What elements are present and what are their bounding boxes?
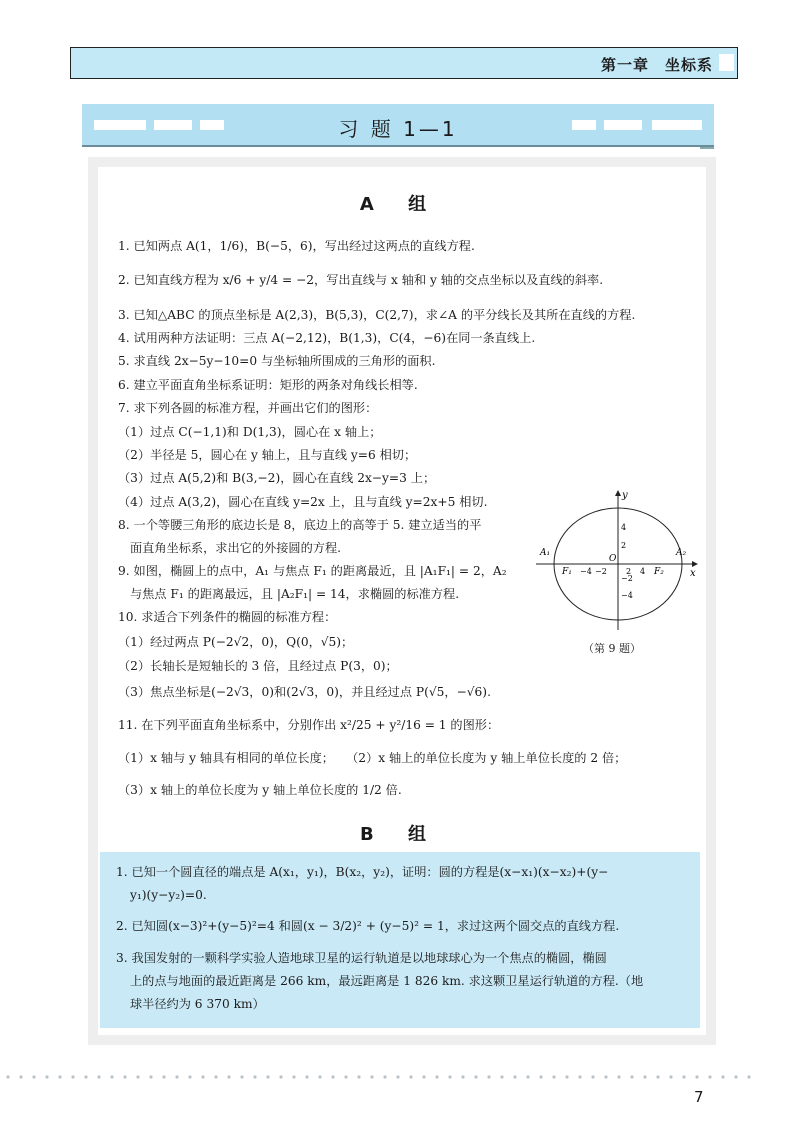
footer-dot [175,1075,178,1078]
footer-dot [435,1075,438,1078]
footer-dot [461,1075,464,1078]
footer-dot [513,1075,516,1078]
footer-dot [721,1075,724,1078]
a-line-11-3: （3）x 轴上的单位长度为 y 轴上单位长度的 1/2 倍. [118,783,402,797]
a-line-7-4: （4）过点 A(3,2)，圆心在直线 y=2x 上，且与直线 y=2x+5 相切. [118,495,488,509]
footer-dot [383,1075,386,1078]
footer-dot [630,1075,633,1078]
a-line-7-2: （2）半径是 5，圆心在 y 轴上，且与直线 y=6 相切； [118,448,417,462]
footer-dot [292,1075,295,1078]
footer-dot [448,1075,451,1078]
ellipse-figure [530,488,700,633]
footer-dot [123,1075,126,1078]
group-b-title: B 组 [360,824,440,845]
header-square [719,54,734,71]
footer-dot [318,1075,321,1078]
x-tick-label: 2 [626,567,632,576]
chapter-title: 第一章 坐标系 [600,56,713,74]
footer-dot [500,1075,503,1078]
a-line-2: 2. 已知直线方程为 x/6 + y/4 = −2，写出直线与 x 轴和 y 轴的交点坐标以及直线的斜率. [118,273,604,287]
b-line-3-cont: 上的点与地面的最近距离是 266 km，最远距离是 1 826 km. 求这颗卫星运行轨道的方程.（地 [130,974,644,988]
x-tick-label: −2 [595,567,607,576]
footer-dot [58,1075,61,1078]
footer-dot [539,1075,542,1078]
footer-dot [331,1075,334,1078]
y-axis-arrow [615,490,621,496]
x-tick-label: 4 [640,567,646,576]
y-tick-label: 2 [621,541,627,550]
point-label-a1: A₁ [540,548,551,558]
footer-dot [474,1075,477,1078]
footer-dot-rule [0,1074,760,1080]
title-decor [652,120,702,130]
a-line-8: 8. 一个等腰三角形的底边长是 8，底边上的高等于 5. 建立适当的平 [118,518,482,532]
footer-dot [734,1075,737,1078]
footer-dot [578,1075,581,1078]
a-line-8-cont: 面直角坐标系，求出它的外接圆的方程. [130,541,342,555]
axis-y-label: y [622,490,628,501]
figure-caption: （第 9 题） [583,642,641,655]
exercise-title-bar [82,104,714,147]
point-label-a2: A₂ [676,548,687,558]
chapter-header [70,47,738,79]
footer-dot [409,1075,412,1078]
footer-dot [188,1075,191,1078]
footer-dot [305,1075,308,1078]
y-tick-label: −4 [621,591,633,600]
footer-dot [240,1075,243,1078]
exercise-title: 习 题 1—1 [338,117,458,141]
footer-dot [396,1075,399,1078]
footer-dot [695,1075,698,1078]
y-tick-label: 4 [621,523,627,532]
footer-dot [370,1075,373,1078]
title-decor [604,120,642,130]
a-line-7: 7. 求下列各圆的标准方程，并画出它们的图形： [118,401,378,415]
footer-dot [84,1075,87,1078]
b-line-3: 3. 我国发射的一颗科学实验人造地球卫星的运行轨道是以地球球心为一个焦点的椭圆，椭圆 [116,951,607,965]
a-line-10-2: （2）长轴长是短轴长的 3 倍，且经过点 P(3，0)； [118,659,398,673]
footer-dot [19,1075,22,1078]
footer-dot [656,1075,659,1078]
a-line-11-1: （1）x 轴与 y 轴具有相同的单位长度； （2）x 轴上的单位长度为 y 轴上单位长度的 2 倍； [118,751,627,765]
title-decor [572,120,596,130]
footer-dot [669,1075,672,1078]
footer-dot [682,1075,685,1078]
a-line-10-1: （1）经过两点 P(−2√2，0)，Q(0，√5)； [118,635,354,649]
footer-dot [487,1075,490,1078]
a-line-5: 5. 求直线 2x−5y−10=0 与坐标轴所围成的三角形的面积. [118,354,436,368]
footer-dot [344,1075,347,1078]
a-line-9-cont: 与焦点 F₁ 的距离最远，且 |A₂F₁| = 14，求椭圆的标准方程. [130,587,460,601]
footer-dot [266,1075,269,1078]
footer-dot [526,1075,529,1078]
footer-dot [708,1075,711,1078]
title-rule [700,147,714,149]
origin-label: O [609,554,617,564]
footer-dot [162,1075,165,1078]
footer-dot [617,1075,620,1078]
y-tick-label: −2 [621,574,633,583]
a-line-6: 6. 建立平面直角坐标系证明：矩形的两条对角线长相等. [118,378,418,392]
a-line-7-3: （3）过点 A(5,2)和 B(3,−2)，圆心在直线 2x−y=3 上； [118,471,436,485]
x-axis-arrow [692,561,698,567]
footer-dot [604,1075,607,1078]
footer-dot [565,1075,568,1078]
footer-dot [253,1075,256,1078]
footer-dot [214,1075,217,1078]
footer-dot [71,1075,74,1078]
footer-dot [6,1075,9,1078]
a-line-3: 3. 已知△ABC 的顶点坐标是 A(2,3)，B(5,3)，C(2,7)，求∠A 的平分线长及其所在直线的方程. [118,308,636,322]
a-line-10-3: （3）焦点坐标是(−2√3，0)和(2√3，0)，并且经过点 P(√5，−√6). [118,685,491,699]
footer-dot [149,1075,152,1078]
point-label-f2: F₂ [654,567,664,577]
footer-dot [747,1075,750,1078]
footer-dot [591,1075,594,1078]
a-line-10: 10. 求适合下列条件的椭圆的标准方程： [118,610,337,624]
b-line-3-cont2: 球半径约为 6 370 km） [130,997,265,1011]
point-label-f1: F₁ [562,567,572,577]
footer-dot [110,1075,113,1078]
a-line-4: 4. 试用两种方法证明：三点 A(−2,12)，B(1,3)，C(4，−6)在同一条直线上. [118,331,536,345]
a-line-1: 1. 已知两点 A(1，1/6)，B(−5，6)，写出经过这两点的直线方程. [118,239,475,253]
footer-dot [136,1075,139,1078]
footer-dot [201,1075,204,1078]
a-line-9: 9. 如图，椭圆上的点中，A₁ 与焦点 F₁ 的距离最近，且 |A₁F₁| = 2，A₂ [118,564,507,578]
footer-dot [227,1075,230,1078]
footer-dot [32,1075,35,1078]
a-line-11: 11. 在下列平面直角坐标系中，分别作出 x²/25 + y²/16 = 1 的图形： [118,718,500,732]
b-line-1: 1. 已知一个圆直径的端点是 A(x₁，y₁)，B(x₂，y₂)，证明：圆的方程是(x−x₁)(x−x₂)+(y− [116,865,609,879]
footer-dot [552,1075,555,1078]
footer-dot [357,1075,360,1078]
footer-dot [45,1075,48,1078]
b-line-2: 2. 已知圆(x−3)²+(y−5)²=4 和圆(x − 3/2)² + (y−5)² = 1，求过这两个圆交点的直线方程. [116,919,620,933]
footer-dot [422,1075,425,1078]
b-line-1-cont: y₁)(y−y₂)=0. [130,888,207,902]
footer-dot [279,1075,282,1078]
axis-x-label: x [690,568,696,579]
x-tick-label: −4 [580,567,592,576]
page-number: 7 [694,1088,704,1106]
footer-dot [643,1075,646,1078]
group-a-title: A 组 [359,194,441,215]
a-line-7-1: （1）过点 C(−1,1)和 D(1,3)，圆心在 x 轴上； [118,425,382,439]
footer-dot [97,1075,100,1078]
